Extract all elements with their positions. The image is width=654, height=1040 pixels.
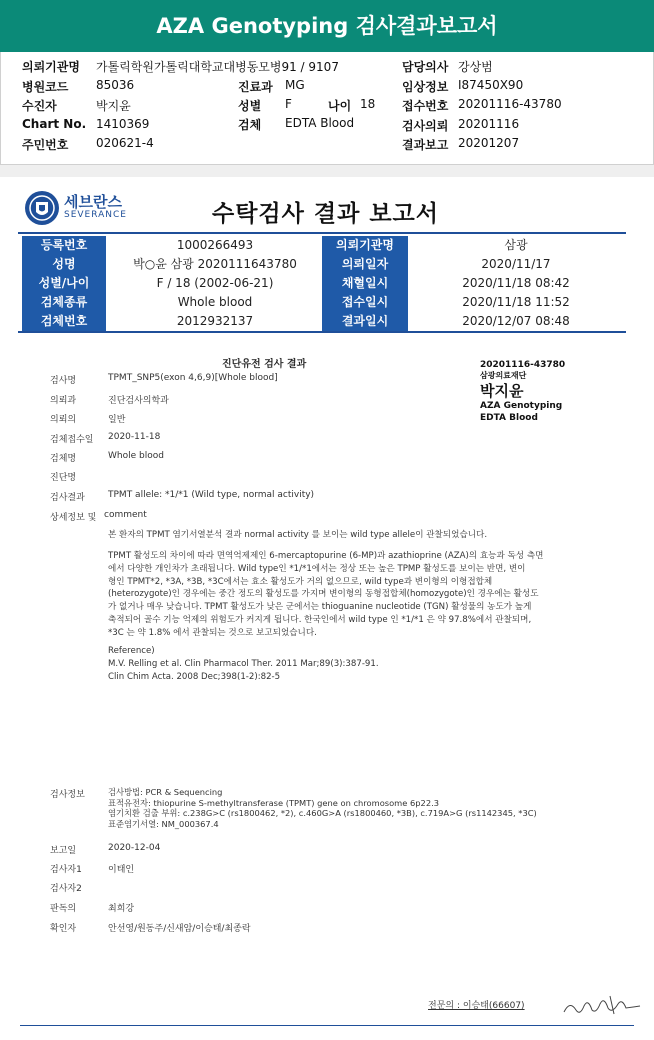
- info-value: F / 18 (2002-06-21): [156, 276, 274, 290]
- summary-label: 검사의뢰: [402, 119, 449, 133]
- field-label: 진단명: [50, 473, 77, 483]
- info-label: 성별/나이: [22, 274, 106, 293]
- specialist-signoff: 전문의 : 이승태(66607): [428, 1001, 525, 1011]
- reference-line: M.V. Relling et al. Clin Pharmacol Ther. 2011 Mar;89(3):387-91.: [108, 658, 379, 669]
- info-label: 성명: [22, 255, 106, 274]
- reference-line: Reference): [108, 646, 155, 656]
- explanation-paragraph: [108, 550, 608, 640]
- page-title: AZA Genotyping 검사결과보고서: [156, 14, 498, 38]
- summary-value: 가톨릭학원가톨릭대학교대병동모병91 / 9107: [96, 60, 339, 74]
- info-value: Whole blood: [177, 295, 253, 309]
- summary-value: 박지윤: [96, 99, 131, 113]
- test-info-line: 표준염기서열: NM_000367.4: [108, 818, 219, 829]
- field-value: 진단검사의학과: [108, 396, 169, 406]
- info-value: 2020/11/18 11:52: [462, 295, 570, 309]
- field-value: 안선영/원동주/신새암/이승태/최종락: [108, 924, 251, 934]
- stamp-line: 박지윤: [480, 382, 524, 400]
- summary-label: 성별: [238, 99, 262, 113]
- field-value: 2020-12-04: [108, 843, 161, 853]
- summary-value: 20201207: [458, 136, 520, 150]
- field-value: Whole blood: [108, 451, 164, 461]
- section-title: 진단유전 검사 결과: [222, 359, 307, 370]
- summary-value: 1410369: [96, 117, 150, 131]
- summary-label: 접수번호: [402, 99, 449, 113]
- summary-value: I87450X90: [458, 78, 524, 92]
- summary-label: 임상정보: [402, 80, 449, 94]
- field-value: 2020-11-18: [108, 432, 161, 442]
- info-label: 등록번호: [22, 236, 106, 255]
- summary-label: 검체: [238, 118, 262, 132]
- field-label: 검사명: [50, 376, 77, 386]
- info-label: 검체번호: [22, 312, 106, 331]
- info-label: 검체종류: [22, 293, 106, 312]
- table-bottom-line: [18, 331, 626, 333]
- reference-block: [108, 645, 608, 683]
- paragraph-line: TPMT 활성도의 차이에 따라 면역억제제인 6-mercaptopurine (6-MP)과 azathioprine (AZA)의 효능과 독성 측면: [108, 551, 544, 561]
- logo-text-korean: 세브란스: [64, 193, 122, 211]
- paragraph-line: (heterozygote)인 경우에는 중간 정도의 활성도를 가지며 변이형의 동형접합체(homozygote)인 경우에는 활성도: [108, 589, 539, 600]
- comment-text: [108, 529, 608, 542]
- test-info-line: 염기치환 검출 부위: c.238G>C (rs1800462, *2), c.460G>A (rs1800460, *3B), c.719A>G (rs1142345, *3C): [108, 808, 537, 818]
- reference-line: Clin Chim Acta. 2008 Dec;398(1-2):82-5: [108, 671, 281, 682]
- info-value: 2012932137: [176, 314, 254, 328]
- info-label: 의뢰기관명: [322, 236, 408, 255]
- field-label: 검체접수일: [50, 435, 94, 445]
- paragraph-line: 축적되어 골수 기능 억제의 위험도가 커지게 됩니다. 한국인에서 wild type 인 *1/*1 은 약 97.8%에서 관찰되며,: [108, 614, 532, 625]
- footer-line: [20, 1025, 634, 1026]
- info-label: 채혈일시: [322, 274, 408, 293]
- summary-label: 주민번호: [22, 138, 69, 152]
- stamp-line: EDTA Blood: [480, 413, 538, 423]
- summary-label: 수진자: [22, 99, 57, 113]
- field-label: 검사자2: [50, 884, 82, 894]
- summary-value: EDTA Blood: [285, 116, 355, 130]
- field-value: 이태인: [108, 865, 135, 875]
- info-label: 결과일시: [322, 312, 408, 331]
- info-label: 의뢰일자: [322, 255, 408, 274]
- field-label: 검체명: [50, 454, 77, 464]
- test-info-line: 표적유전자: thiopurine S-methyltransferase (TPMT) gene on chromosome 6p22.3: [108, 797, 440, 808]
- summary-value: 85036: [96, 78, 135, 92]
- info-value: 2020/11/18 08:42: [462, 276, 570, 290]
- stamp-line: 20201116-43780: [480, 360, 566, 370]
- test-info-line: 검사방법: PCR & Sequencing: [108, 787, 223, 797]
- severance-emblem-icon: [24, 190, 60, 226]
- paragraph-line: *3C 는 약 1.8% 에서 관찰되는 것으로 보고되었습니다.: [108, 627, 317, 638]
- field-label: 의뢰의: [50, 415, 77, 425]
- field-label: 판독의: [50, 904, 77, 914]
- summary-value: F: [285, 97, 292, 111]
- field-label: 검사결과: [50, 493, 85, 503]
- logo-text-english: SEVERANCE: [64, 210, 127, 220]
- field-value: 최희강: [108, 904, 135, 914]
- info-value: 2020/11/17: [481, 257, 551, 271]
- field-value: TPMT allele: *1/*1 (Wild type, normal activity): [108, 490, 315, 500]
- summary-label: 담당의사: [402, 60, 449, 74]
- info-value: 박○윤 삼광 2020111643780: [133, 257, 297, 271]
- paragraph-line: 에서 다양한 개인차가 초래됩니다. Wild type인 *1/*1에서는 정상 또는 높은 TPMP 활성도를 보이는 반면, 변이: [108, 563, 526, 574]
- field-value: comment: [104, 510, 147, 520]
- info-value: 삼광: [504, 238, 528, 252]
- handwritten-signature-icon: [560, 990, 648, 1020]
- summary-value: 020621-4: [96, 136, 154, 150]
- summary-value: 강상범: [458, 60, 493, 74]
- paragraph-line: 형인 TPMT*2, *3A, *3B, *3C에서는 효소 활성도가 거의 없으므로, wild type과 변이형의 이형접합체: [108, 576, 493, 587]
- stamp-line: 삼광의료재단: [480, 371, 527, 380]
- test-info-label: 검사정보: [50, 790, 85, 800]
- stamp-line: AZA Genotyping: [480, 401, 563, 411]
- comment-line: 본 환자의 TPMT 염기서열분석 결과 normal activity 를 보이는 wild type allele이 관찰되었습니다.: [108, 530, 488, 540]
- summary-value: 20201116-43780: [458, 97, 562, 111]
- summary-label: 의뢰기관명: [22, 60, 80, 74]
- info-label: 접수일시: [322, 293, 408, 312]
- field-label: 의뢰과: [50, 396, 77, 406]
- summary-label: 결과보고: [402, 138, 449, 152]
- field-label: 확인자: [50, 924, 77, 934]
- summary-value: 20201116: [458, 117, 520, 131]
- test-info-block: [108, 787, 608, 829]
- summary-label: 병원코드: [22, 80, 69, 94]
- paragraph-line: 가 없거나 매우 낮습니다. TPMT 활성도가 낮은 군에서는 thioguanine nucleotide (TGN) 활성물의 농도가 높게: [108, 602, 532, 613]
- info-value: 2020/12/07 08:48: [462, 314, 570, 328]
- field-value: TPMT_SNP5(exon 4,6,9)[Whole blood]: [108, 373, 278, 383]
- summary-label: Chart No.: [22, 117, 87, 131]
- summary-label: 진료과: [238, 80, 273, 94]
- age-label: 나이: [328, 99, 352, 113]
- field-label: 검사자1: [50, 865, 82, 875]
- report-title: 수탁검사 결과 보고서: [212, 201, 439, 227]
- summary-value: MG: [285, 78, 305, 92]
- age-value: 18: [360, 97, 376, 111]
- info-value: 1000266493: [176, 238, 254, 252]
- field-label: 상세정보 및: [50, 513, 97, 523]
- field-label: 보고일: [50, 846, 77, 856]
- field-value: 일반: [108, 415, 126, 425]
- table-top-line: [18, 232, 626, 234]
- page-gap: [0, 165, 654, 177]
